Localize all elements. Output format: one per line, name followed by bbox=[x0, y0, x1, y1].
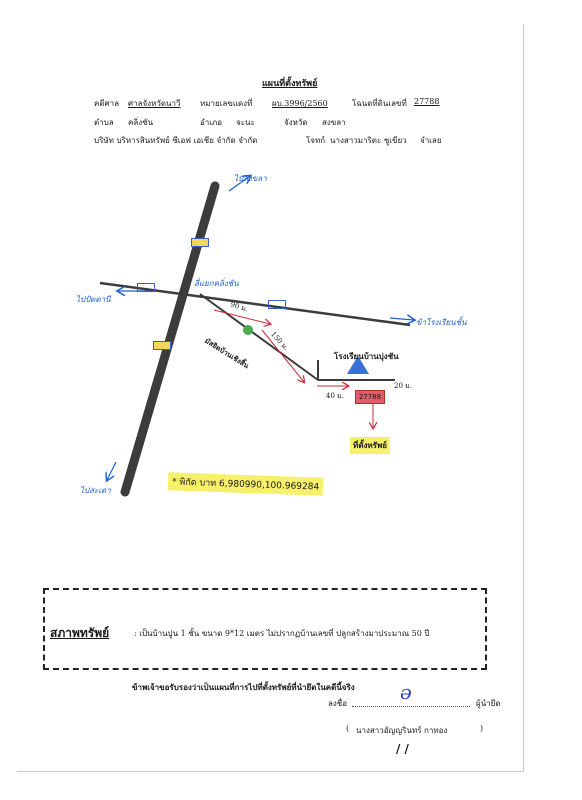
label-to-sadao: ไปสะเดา bbox=[80, 486, 111, 495]
arrow-sadao bbox=[107, 462, 116, 480]
label-to-songkhla: ไปสงขลา bbox=[234, 174, 267, 183]
case-value: ผบ.3996/2560 bbox=[272, 99, 328, 108]
certification-statement: ข้าพเจ้าขอรับรองว่าเป็นแผนที่การไปที่ตั้งทรัพย์ที่นำยึดในคดีนี้จริง bbox=[132, 682, 355, 692]
property-heading: สภาพทรัพย์ bbox=[50, 626, 110, 640]
distance-150m: 150 ม. bbox=[269, 330, 291, 353]
signature-mark: ə bbox=[400, 680, 412, 704]
defendant-label: จำเลย bbox=[420, 136, 442, 145]
signature-line bbox=[352, 706, 470, 707]
road-sign-marker bbox=[268, 300, 286, 309]
province-value: สงขลา bbox=[322, 118, 346, 127]
deed-value: 27788 bbox=[414, 97, 440, 106]
label-market: ลี่แยกคลิ่งชัน bbox=[194, 279, 239, 288]
side-road bbox=[200, 294, 318, 380]
distance-40m: 40 ม. bbox=[326, 392, 344, 400]
subdistrict-label: ตำบล bbox=[94, 118, 114, 127]
label-to-school: ข้าโรงเรียนชั้น bbox=[416, 318, 467, 327]
distance-20m: 20 ม. bbox=[394, 382, 412, 390]
plot-number-box: 27788 bbox=[355, 390, 385, 404]
label-school: โรงเรียนบ้านบุ่งชัน bbox=[334, 352, 399, 361]
main-highway bbox=[125, 186, 215, 492]
plaintiff-label: โจทก์ bbox=[306, 136, 326, 145]
distance-90m: 90 ม. bbox=[229, 300, 249, 314]
close-paren: ) bbox=[480, 724, 484, 733]
deed-label: โฉนดที่ดินเลขที่ bbox=[352, 99, 407, 108]
date-line: / / bbox=[396, 742, 409, 756]
document-title: แผนที่ตั้งทรัพย์ bbox=[262, 79, 318, 89]
label-mosque: มัสยิดบ้านเชิงสิ้น bbox=[203, 336, 251, 371]
defendant-name: นางสาวมาริตะ ชูเขียว bbox=[330, 136, 407, 145]
mosque-marker-icon bbox=[243, 325, 253, 335]
arrow-school bbox=[390, 318, 414, 320]
sign-label: ลงชื่อ bbox=[328, 699, 348, 708]
property-description: : เป็นบ้านปูน 1 ชั้น ขนาด 9*12 เมตร ไม่ปรากฏบ้านเลขที่ ปลูกสร้างมาประมาณ 50 ปี bbox=[134, 629, 430, 638]
district-label: อำเภอ bbox=[200, 118, 223, 127]
road-sign-marker bbox=[191, 238, 209, 247]
signer-name: นางสาวอัญญรินทร์ กาทอง bbox=[356, 726, 448, 735]
district-value: จะนะ bbox=[236, 118, 255, 127]
gps-coordinates: * พิกัด บาท 6,980990,100.969284 bbox=[168, 472, 324, 495]
road-sign-marker bbox=[153, 341, 171, 350]
case-label: หมายเลขแดงที่ bbox=[200, 99, 253, 108]
label-to-pattani: ไปปัตตานี bbox=[76, 295, 111, 304]
signer-role: ผู้นำยึด bbox=[476, 699, 501, 708]
property-location-label: ที่ตั้งทรัพย์ bbox=[350, 437, 390, 454]
court-label: คดีศาล bbox=[94, 99, 120, 108]
road-sign-marker bbox=[137, 283, 155, 292]
subdistrict-value: คลิ่งชัน bbox=[128, 118, 154, 127]
plaintiff-name: บริษัท บริหารสินทรัพย์ ซีเอฟ เอเชีย จำกัด จำกัด bbox=[94, 136, 258, 145]
province-label: จังหวัด bbox=[284, 118, 308, 127]
open-paren: ( bbox=[346, 724, 350, 733]
court-value: ศาลจังหวัดนาวี bbox=[128, 99, 181, 108]
